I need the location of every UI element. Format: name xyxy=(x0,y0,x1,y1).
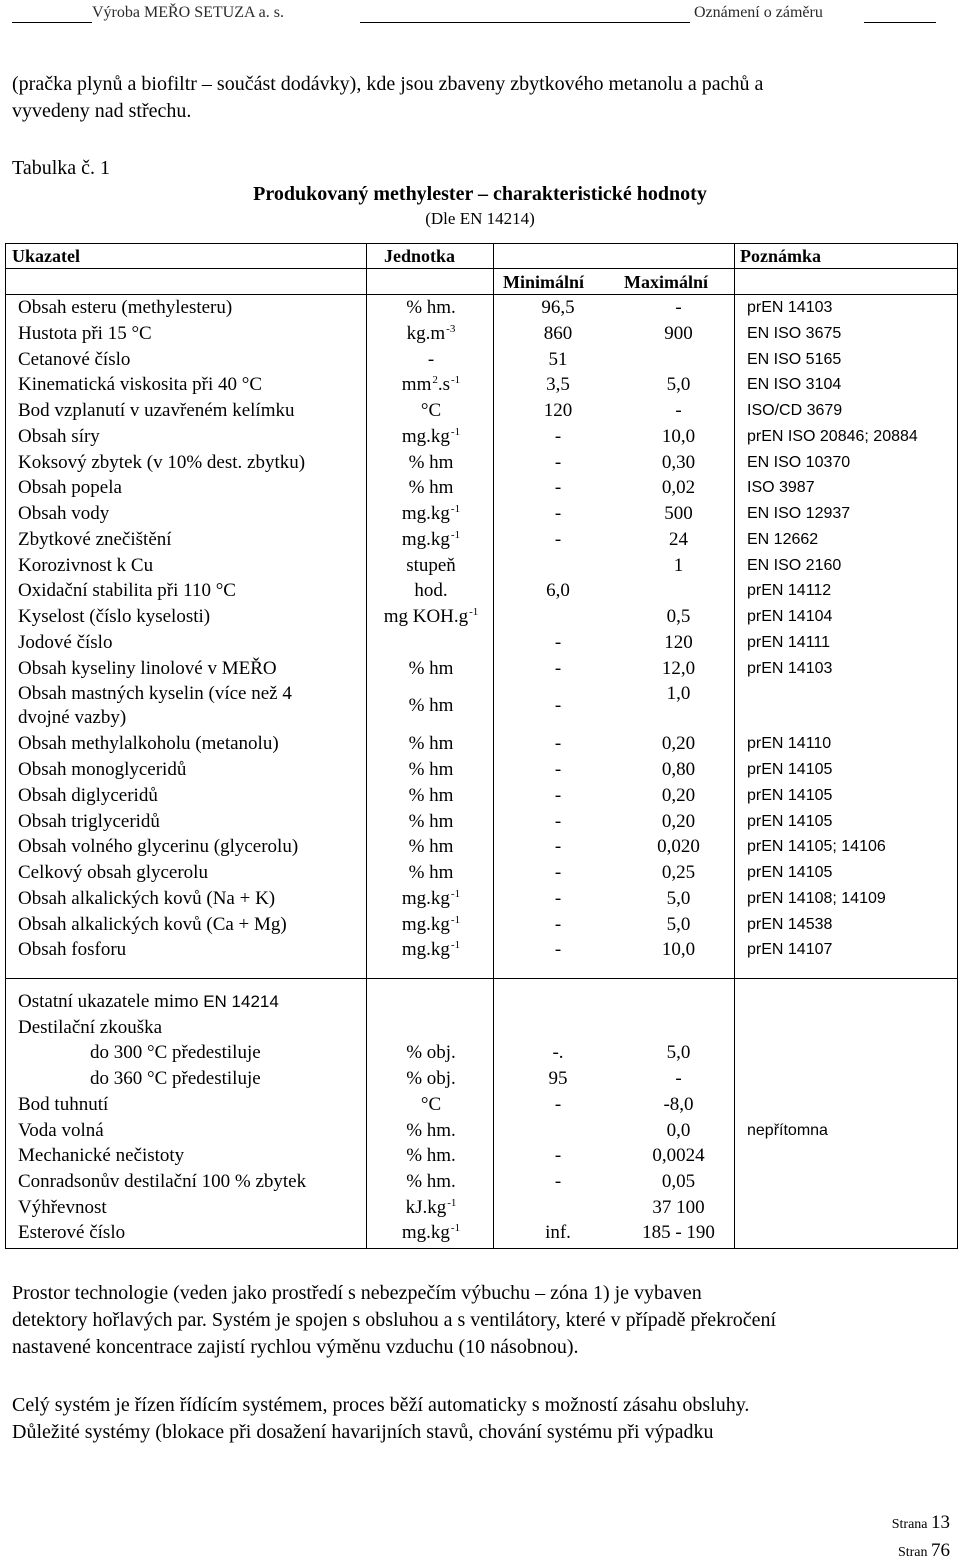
unit-cell: $mg.kg^{-1}$ xyxy=(401,425,461,447)
data-table xyxy=(5,243,958,1249)
col-header-minimalni: Minimální xyxy=(503,272,585,292)
max-value: 10,0 xyxy=(661,939,696,961)
row-label: Bod tuhnutí xyxy=(18,1093,109,1115)
unit-cell: $mg.kg^{-1}$ xyxy=(401,913,461,935)
max-value: 5,0 xyxy=(666,887,691,909)
header-divider xyxy=(6,268,957,269)
table-title: Produkovaný methylester – charakteristické hodnoty xyxy=(253,183,707,205)
min-value: 120 xyxy=(543,400,573,421)
note-cell: prEN 14111 xyxy=(747,633,831,651)
unit-cell: °C xyxy=(420,400,442,421)
min-value: -. xyxy=(552,1042,564,1064)
page-value: 13 xyxy=(931,1512,950,1533)
unit-cell: °C xyxy=(420,1093,442,1115)
max-value: 0,80 xyxy=(661,759,696,780)
note-cell: prEN 14107 xyxy=(747,941,833,959)
paragraph-line: Prostor technologie (veden jako prostředí s nebezpečím výbuchu – zóna 1) je vybaven xyxy=(12,1282,702,1304)
note-cell: prEN 14105; 14106 xyxy=(747,838,886,856)
note-cell: prEN ISO 20846; 20884 xyxy=(747,427,918,445)
unit-cell: % hm. xyxy=(406,297,456,318)
paragraph-line: detektory hořlavých par. Systém je spojen s obsluhou a s ventilátory, které v případě překročení xyxy=(12,1309,777,1331)
note-cell: prEN 14103 xyxy=(747,659,833,677)
max-value: 0,25 xyxy=(661,862,696,883)
unit-exponent: -1 xyxy=(447,1196,457,1209)
total-value: 76 xyxy=(931,1540,950,1561)
note-cell: prEN 14104 xyxy=(747,608,833,625)
max-value: 0,20 xyxy=(661,733,696,755)
intro-line: vyvedeny nad střechu. xyxy=(12,100,192,122)
max-value: 5,0 xyxy=(666,913,691,935)
unit-cell: $kJ.kg^{-1}$ xyxy=(405,1196,457,1218)
unit-exponent: -1 xyxy=(450,425,461,438)
row-label: Obsah mastných kyselin (více než 4 xyxy=(18,683,292,705)
note-cell: prEN 14538 xyxy=(747,915,833,933)
note-cell: ISO 3987 xyxy=(747,479,815,497)
intro-line: (pračka plynů a biofiltr – součást dodávky), kde jsou zbaveny zbytkového metanolu a pachů a xyxy=(12,73,764,95)
min-value: - xyxy=(554,862,562,883)
min-value: - xyxy=(554,810,562,832)
safety-paragraph xyxy=(12,1280,949,1361)
min-value: - xyxy=(554,1093,562,1115)
max-value: 120 xyxy=(664,631,693,653)
note-cell: prEN 14105 xyxy=(747,786,833,804)
note-cell: prEN 14103 xyxy=(747,299,833,316)
unit-cell: hod. xyxy=(414,580,448,602)
unit-exponent: -1 xyxy=(451,374,461,387)
header-company: Výroba MEŘO SETUZA a. s. xyxy=(92,4,284,21)
section-title-standard: EN 14214 xyxy=(203,992,279,1011)
row-label: Obsah popela xyxy=(18,477,122,499)
header-divider xyxy=(6,294,957,295)
min-value: - xyxy=(554,425,562,447)
min-value: 6,0 xyxy=(546,580,570,602)
unit-exponent: -1 xyxy=(450,913,461,926)
table-label: Tabulka č. 1 xyxy=(12,157,111,179)
row-label: Esterové číslo xyxy=(18,1222,126,1244)
row-label: Conradsonův destilační 100 % zbytek xyxy=(18,1170,307,1192)
row-label: Obsah diglyceridů xyxy=(18,784,158,806)
note-cell: nepřítomna xyxy=(747,1121,828,1139)
max-value: 0,20 xyxy=(661,784,696,806)
row-label: Obsah monoglyceridů xyxy=(18,759,187,780)
col-header-maximalni: Maximální xyxy=(624,272,708,292)
min-value: - xyxy=(554,695,562,717)
min-value: - xyxy=(554,1170,562,1192)
page-number xyxy=(892,1512,950,1534)
unit-cell: % hm xyxy=(408,477,454,499)
row-label: Zbytkové znečištění xyxy=(18,528,172,550)
row-label: Celkový obsah glycerolu xyxy=(18,862,208,883)
note-cell: prEN 14105 xyxy=(747,812,833,830)
row-label: Obsah vody xyxy=(18,503,110,524)
max-value: 0,20 xyxy=(661,810,696,832)
unit-cell: $kg.m^{-3}$ xyxy=(406,322,456,344)
note-cell: EN ISO 10370 xyxy=(747,453,851,471)
min-value: 3,5 xyxy=(546,374,570,396)
unit-cell: % hm xyxy=(408,657,454,679)
total-label: Stran xyxy=(897,1545,928,1560)
max-value: 5,0 xyxy=(666,374,691,396)
page-label: Strana xyxy=(891,1517,928,1532)
unit-exponent: -3 xyxy=(446,322,456,335)
max-value: 12,0 xyxy=(661,657,696,679)
unit-cell: % hm. xyxy=(406,1170,456,1192)
note-cell: EN ISO 3104 xyxy=(747,376,842,394)
row-label: Bod vzplanutí v uzavřeném kelímku xyxy=(18,400,295,421)
column-divider xyxy=(366,244,367,1248)
row-label: Obsah volného glycerinu (glycerolu) xyxy=(18,836,299,858)
max-value: 1 xyxy=(673,554,684,576)
page-total xyxy=(898,1540,950,1562)
max-value: 5,0 xyxy=(666,1042,691,1064)
unit-cell: % hm xyxy=(408,759,454,780)
row-label: Obsah kyseliny linolové v MEŘO xyxy=(18,657,277,679)
max-value: 0,5 xyxy=(666,606,691,627)
min-value: - xyxy=(554,836,562,858)
unit-cell: % hm xyxy=(408,862,454,883)
row-label: Korozivnost k Cu xyxy=(18,554,154,576)
min-value: 95 xyxy=(548,1068,568,1090)
unit-cell: $mg.kg^{-1}$ xyxy=(401,1222,461,1244)
col-header-jednotka: Jednotka xyxy=(384,246,456,266)
unit-exponent: -1 xyxy=(450,528,461,541)
max-value: 10,0 xyxy=(661,425,696,447)
note-cell: prEN 14105 xyxy=(747,864,833,881)
min-value: - xyxy=(554,784,562,806)
row-label: Kyselost (číslo kyselosti) xyxy=(18,606,211,627)
min-value: - xyxy=(554,913,562,935)
paragraph-line: Důležité systémy (blokace při dosažení havarijních stavů, chování systému při výpadku xyxy=(12,1421,714,1443)
section-title-prefix: Ostatní ukazatele mimo xyxy=(18,991,204,1012)
max-value: -8,0 xyxy=(663,1093,694,1115)
row-label: Cetanové číslo xyxy=(18,348,131,370)
note-cell: EN ISO 3675 xyxy=(747,324,842,342)
row-label: Koksový zbytek (v 10% dest. zbytku) xyxy=(18,451,306,473)
unit-exponent: -1 xyxy=(450,887,461,900)
unit-cell: % obj. xyxy=(406,1042,456,1064)
unit-cell: % hm xyxy=(408,810,454,832)
unit-cell: $mg.kg^{-1}$ xyxy=(401,503,461,524)
table-subtitle: (Dle EN 14214) xyxy=(425,209,535,228)
min-value: - xyxy=(554,657,562,679)
note-cell: ISO/CD 3679 xyxy=(747,402,843,419)
unit-exponent: -1 xyxy=(469,606,479,618)
unit-cell: % hm xyxy=(408,836,454,858)
header-doc: Oznámení o záměru xyxy=(694,4,823,21)
unit-cell: % hm. xyxy=(406,1119,456,1141)
min-value: - xyxy=(554,1145,562,1167)
row-label: Destilační zkouška xyxy=(18,1016,163,1038)
max-value: 0,0 xyxy=(666,1119,691,1141)
header-rule xyxy=(360,4,690,23)
unit-cell: $mg.kg^{-1}$ xyxy=(401,939,461,961)
page-header xyxy=(12,4,936,24)
note-cell: prEN 14112 xyxy=(747,582,832,600)
min-value: 860 xyxy=(543,322,573,344)
unit-exponent: -1 xyxy=(450,939,461,952)
min-value: inf. xyxy=(545,1222,571,1244)
unit-cell: - xyxy=(427,348,435,370)
min-value: - xyxy=(554,939,562,961)
max-value: - xyxy=(675,297,682,318)
min-value: - xyxy=(554,733,562,755)
max-value: 0,0024 xyxy=(652,1145,705,1167)
row-label: Mechanické nečistoty xyxy=(18,1145,185,1167)
row-label: Voda volná xyxy=(18,1119,104,1141)
note-cell: EN ISO 12937 xyxy=(747,505,851,522)
header-rule xyxy=(864,4,936,23)
unit-cell: stupeň xyxy=(406,554,456,576)
row-label: Oxidační stabilita při 110 °C xyxy=(18,580,236,602)
row-label: dvojné vazby) xyxy=(18,707,127,729)
row-label: Obsah fosforu xyxy=(18,939,127,961)
min-value: - xyxy=(554,759,562,780)
unit-cell: % hm xyxy=(408,451,454,473)
note-cell: prEN 14108; 14109 xyxy=(747,889,886,907)
row-label: Obsah methylalkoholu (metanolu) xyxy=(18,733,279,755)
row-label: Hustota při 15 °C xyxy=(18,322,152,344)
min-value: 96,5 xyxy=(541,297,575,318)
section-title xyxy=(18,991,279,1013)
unit-cell: $mg.kg^{-1}$ xyxy=(401,887,461,909)
unit-cell: % obj. xyxy=(406,1068,456,1090)
max-value: 1,0 xyxy=(666,683,691,705)
row-label: Obsah alkalických kovů (Na + K) xyxy=(18,887,276,909)
note-cell: EN 12662 xyxy=(747,530,819,548)
unit-cell: % hm xyxy=(408,733,454,755)
max-value: - xyxy=(675,400,682,421)
col-header-poznamka: Poznámka xyxy=(740,246,821,266)
paragraph-line: Celý systém je řízen řídícím systémem, proces běží automaticky s možností zásahu obsluhy. xyxy=(12,1394,750,1416)
note-cell: prEN 14105 xyxy=(747,761,833,778)
max-value: 24 xyxy=(669,528,688,550)
unit-exponent: 2 xyxy=(432,374,438,387)
max-value: 0,05 xyxy=(661,1170,696,1192)
col-header-ukazatel: Ukazatel xyxy=(12,246,80,266)
row-label: Obsah síry xyxy=(18,425,100,447)
row-label: Obsah esteru (methylesteru) xyxy=(18,297,233,318)
intro-paragraph xyxy=(12,71,949,125)
max-value: 0,30 xyxy=(661,451,696,473)
row-label: do 360 °C předestiluje xyxy=(90,1068,261,1090)
row-label: do 300 °C předestiluje xyxy=(90,1042,261,1064)
row-label: Kinematická viskosita při 40 °C xyxy=(18,374,263,396)
min-value: - xyxy=(554,631,562,653)
column-divider xyxy=(493,244,494,1248)
note-cell: EN ISO 5165 xyxy=(747,350,842,368)
max-value: - xyxy=(675,1068,682,1090)
row-label: Obsah triglyceridů xyxy=(18,810,160,832)
max-value: 185 - 190 xyxy=(642,1222,715,1244)
unit-cell: $mm^2.s^{-1}$ xyxy=(401,374,461,396)
unit-cell: mg $KOH.g^{-1}$ xyxy=(383,606,479,627)
min-value: - xyxy=(554,887,562,909)
max-value: 900 xyxy=(664,322,693,344)
unit-cell: $mg.kg^{-1}$ xyxy=(401,528,461,550)
min-value: - xyxy=(554,477,562,499)
unit-cell: % hm xyxy=(408,695,454,717)
row-label: Obsah alkalických kovů (Ca + Mg) xyxy=(18,913,287,935)
min-value: - xyxy=(554,528,562,550)
paragraph-line: nastavené koncentrace zajistí rychlou výměnu vzduchu (10 násobnou). xyxy=(12,1336,579,1358)
max-value: 0,020 xyxy=(657,836,700,858)
control-paragraph xyxy=(12,1392,949,1446)
unit-exponent: -1 xyxy=(450,503,461,515)
max-value: 37 100 xyxy=(652,1196,705,1218)
max-value: 0,02 xyxy=(661,477,696,499)
unit-cell: % hm. xyxy=(406,1145,456,1167)
max-value: 500 xyxy=(664,503,693,524)
header-rule xyxy=(12,4,92,23)
min-value: - xyxy=(554,451,562,473)
min-value: - xyxy=(554,503,562,524)
row-label: Jodové číslo xyxy=(18,631,113,653)
row-label: Výhřevnost xyxy=(18,1196,107,1218)
unit-cell: % hm xyxy=(408,784,454,806)
unit-exponent: -1 xyxy=(450,1222,461,1235)
note-cell: EN ISO 2160 xyxy=(747,556,842,574)
section-divider xyxy=(6,978,957,979)
min-value: 51 xyxy=(548,348,568,370)
note-cell: prEN 14110 xyxy=(747,735,832,753)
